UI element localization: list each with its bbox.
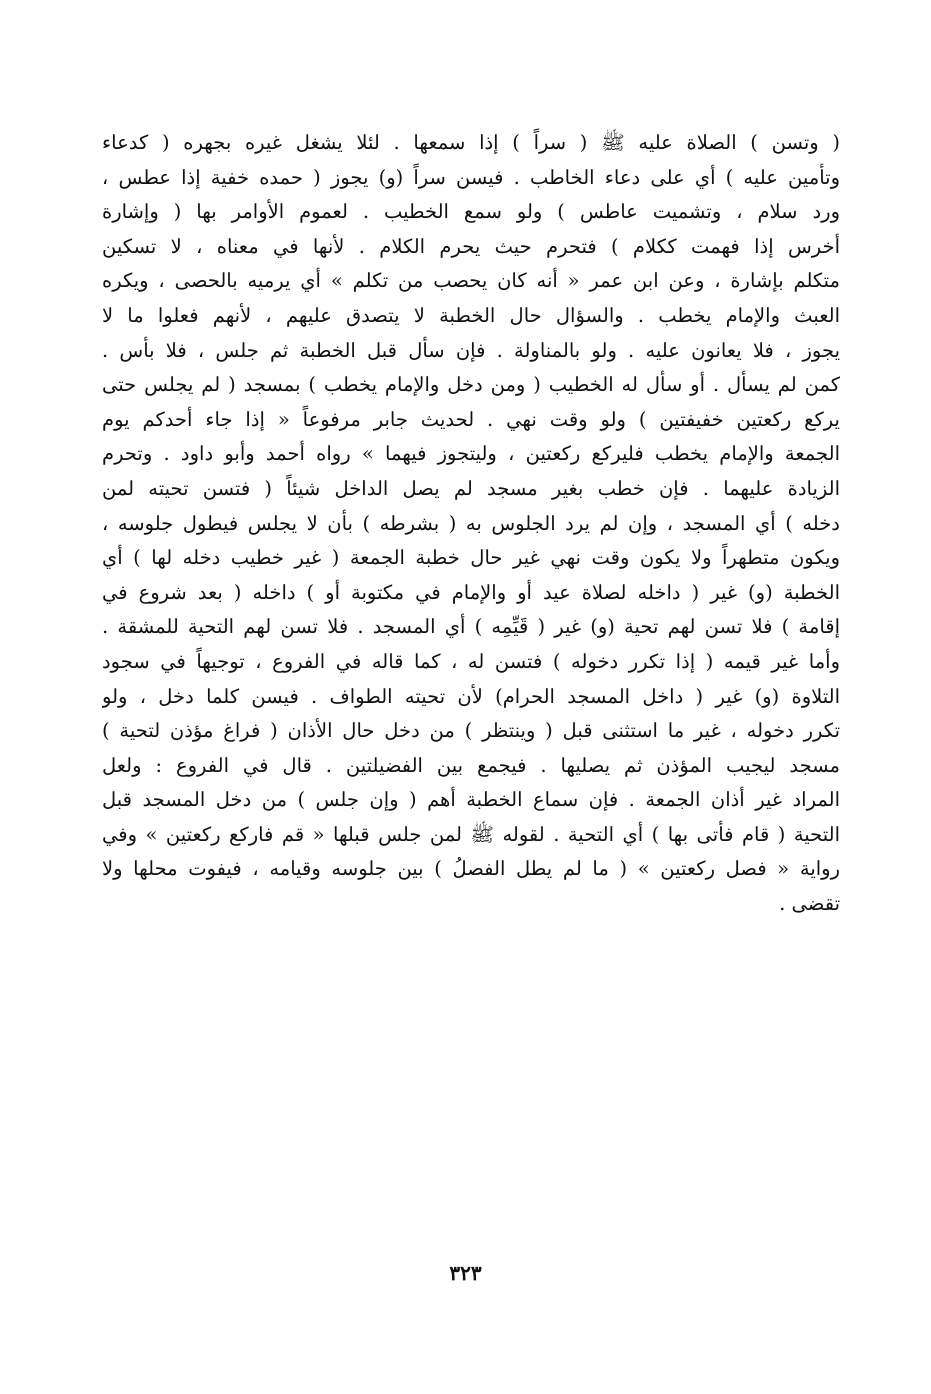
text-line: الزيادة عليهما . فإن خطب بغير مسجد لم يصل الداخل شيئاً ( فتسن تحيته لمن [102,476,840,500]
text-line: دخله ) أي المسجد ، وإن لم يرد الجلوس به ( بشرطه ) بأن لا يجلس فيطول جلوسه ، [102,511,840,535]
text-line: العبث والإمام يخطب . والسؤال حال الخطبة لا يتصدق عليهم ، لأنهم فعلوا ما لا [102,303,840,327]
text-line: تكرر دخوله ، غير ما استثنى قبل ( وينتظر ) من دخل حال الأذان ( فراغ مؤذن لتحية ) [102,719,840,743]
text-line: رواية « فصل ركعتين » ( ما لم يطل الفصلُ ) بين جلوسه وقيامه ، فيفوت محلها ولا [102,857,840,881]
text-line: إقامة ) فلا تسن لهم تحية (و) غير ( قَيِّمِه ) أي المسجد . فلا تسن لهم التحية للمشقة . [102,615,840,639]
text-line: متكلم بإشارة ، وعن ابن عمر « أنه كان يحصب من تكلم » أي يرميه بالحصى ، ويكره [102,269,840,293]
text-line: أخرس إذا فهمت ككلام ) فتحرم حيث يحرم الكلام . لأنها في معناه ، لا تسكين [102,234,840,258]
text-line: كمن لم يسأل . أو سأل له الخطيب ( ومن دخل والإمام يخطب ) بمسجد ( لم يجلس حتى [102,373,840,397]
text-line: وأما غير قيمه ( إذا تكرر دخوله ) فتسن له ، كما قاله في الفروع ، توجيهاً في سجود [102,649,840,673]
text-line: ورد سلام ، وتشميت عاطس ) ولو سمع الخطيب . لعموم الأوامر بها ( وإشارة [102,200,840,224]
page-number: ٣٢٣ [449,1261,482,1285]
text-line: ( وتسن ) الصلاة عليه ﷺ ( سراً ) إذا سمعها . لئلا يشغل غيره بجهره ( كدعاء [102,131,840,154]
text-line: يركع ركعتين خفيفتين ) ولو وقت نهي . لحديث جابر مرفوعاً « إذا جاء أحدكم يوم [102,407,840,431]
text-line: تقضى . [779,892,840,916]
text-line: الجمعة والإمام يخطب فليركع ركعتين ، وليتجوز فيهما » رواه أحمد وأبو داود . وتحرم [102,442,840,466]
text-line: يجوز ، فلا يعانون عليه . ولو بالمناولة . فإن سأل قبل الخطبة ثم جلس ، فلا بأس . [102,338,840,362]
text-line: المراد غير أذان الجمعة . فإن سماع الخطبة أهم ( وإن جلس ) من دخل المسجد قبل [102,788,840,812]
text-line: ويكون متطهراً ولا يكون وقت نهي غير حال خطبة الجمعة ( غير خطيب دخله لها ) أي [102,546,840,570]
text-line: وتأمين عليه ) أي على دعاء الخاطب . فيسن سراً (و) يجوز ( حمده خفية إذا عطس ، [102,165,840,189]
text-line: مسجد ليجيب المؤذن ثم يصليها . فيجمع بين الفضيلتين . قال في الفروع : ولعل [102,753,840,777]
body-text [102,126,840,922]
text-line: التحية ( قام فأتى بها ) أي التحية . لقوله ﷺ لمن جلس قبلها « قم فاركع ركعتين » وفي [102,822,840,846]
text-line: التلاوة (و) غير ( داخل المسجد الحرام) لأن تحيته الطواف . فيسن كلما دخل ، ولو [102,684,840,708]
text-line: الخطبة (و) غير ( داخله لصلاة عيد أو والإمام في مكتوبة أو ) داخله ( بعد شروع في [102,580,840,604]
